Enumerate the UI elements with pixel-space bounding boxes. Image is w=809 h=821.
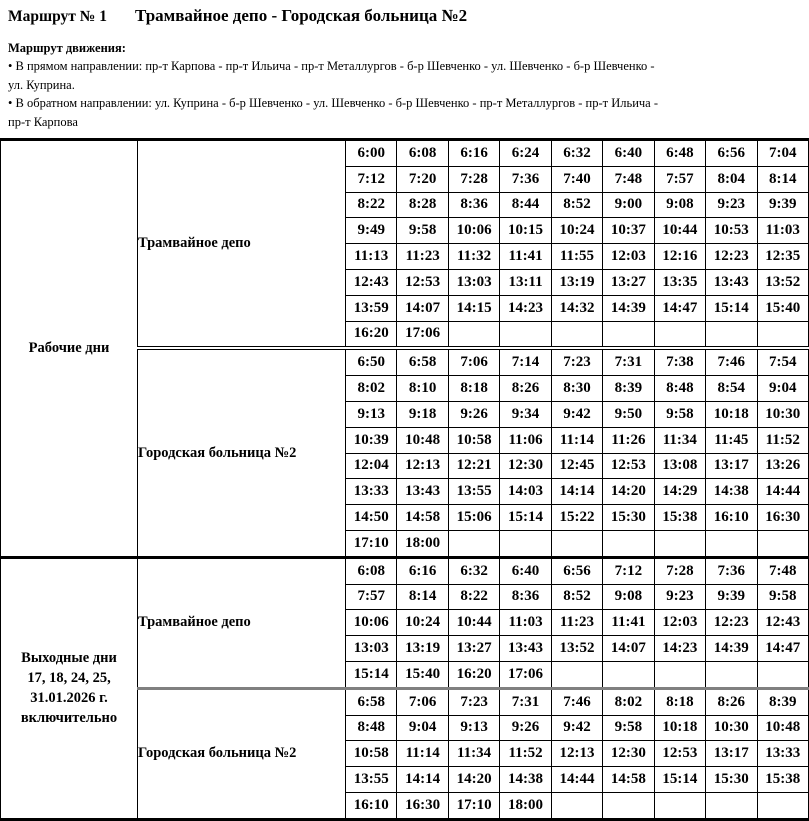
time-cell: 11:03 <box>500 610 551 636</box>
time-cell: 17:10 <box>346 530 397 557</box>
day-type-cell <box>1 557 138 819</box>
time-cell: 12:53 <box>397 269 448 295</box>
time-cell: 7:54 <box>757 348 809 375</box>
time-cell: 7:28 <box>654 557 705 584</box>
time-cell: 9:42 <box>551 715 602 741</box>
time-cell: 14:39 <box>706 636 757 662</box>
time-cell: 6:00 <box>346 140 397 167</box>
header <box>0 0 809 131</box>
time-cell: 16:20 <box>346 321 397 348</box>
time-cell: 6:56 <box>551 557 602 584</box>
time-cell: 8:30 <box>551 376 602 402</box>
time-cell: 6:32 <box>448 557 499 584</box>
time-cell: 8:18 <box>448 376 499 402</box>
time-cell: 12:43 <box>346 269 397 295</box>
time-cell: 10:24 <box>551 218 602 244</box>
time-cell: 7:04 <box>757 140 809 167</box>
time-cell: 8:10 <box>397 376 448 402</box>
schedule-table <box>0 138 809 821</box>
time-cell: 8:18 <box>654 688 705 715</box>
time-cell: 11:13 <box>346 244 397 270</box>
time-cell: 14:07 <box>603 636 654 662</box>
time-cell: 9:26 <box>500 715 551 741</box>
time-cell: 11:52 <box>757 427 809 453</box>
time-cell: 10:37 <box>603 218 654 244</box>
time-cell: 14:38 <box>500 767 551 793</box>
time-cell: 13:35 <box>654 269 705 295</box>
time-cell: 8:02 <box>346 376 397 402</box>
time-cell: 13:43 <box>397 479 448 505</box>
day-type-line: Рабочие дни <box>28 340 110 357</box>
time-cell: 12:30 <box>603 741 654 767</box>
day-type-line: 31.01.2026 г. <box>30 690 108 707</box>
time-cell-empty <box>757 792 809 819</box>
time-cell: 16:10 <box>346 792 397 819</box>
time-cell: 9:04 <box>757 376 809 402</box>
time-cell-empty <box>757 661 809 688</box>
time-cell: 18:00 <box>500 792 551 819</box>
time-cell: 14:50 <box>346 505 397 531</box>
time-cell-empty <box>706 530 757 557</box>
time-cell: 9:23 <box>706 192 757 218</box>
time-cell: 7:40 <box>551 166 602 192</box>
time-cell: 10:58 <box>346 741 397 767</box>
time-cell-empty <box>551 530 602 557</box>
time-cell: 16:30 <box>397 792 448 819</box>
time-cell-empty <box>706 792 757 819</box>
time-cell: 14:14 <box>397 767 448 793</box>
time-cell: 9:26 <box>448 401 499 427</box>
day-type-line: 17, 18, 24, 25, <box>27 670 111 687</box>
time-cell: 9:42 <box>551 401 602 427</box>
time-cell: 7:57 <box>346 584 397 610</box>
time-cell: 8:28 <box>397 192 448 218</box>
route-direction-backward: • В обратном направлении: ул. Куприна - б-р Шевченко - ул. Шевченко - б-р Шевченко - пр-т Металлургов - пр-т Ильича - пр-т Карпова <box>8 96 659 129</box>
time-cell: 6:50 <box>346 348 397 375</box>
day-type-line: Выходные дни <box>21 650 117 667</box>
time-cell: 8:54 <box>706 376 757 402</box>
time-cell: 7:31 <box>603 348 654 375</box>
time-cell-empty <box>757 530 809 557</box>
time-cell: 12:53 <box>603 453 654 479</box>
station-cell: Трамвайное депо <box>138 140 346 349</box>
time-cell: 6:32 <box>551 140 602 167</box>
time-cell: 7:23 <box>551 348 602 375</box>
time-cell: 6:24 <box>500 140 551 167</box>
station-cell: Городская больница №2 <box>138 348 346 557</box>
time-cell: 7:38 <box>654 348 705 375</box>
time-cell: 12:16 <box>654 244 705 270</box>
schedule-row <box>1 557 809 584</box>
time-cell: 8:39 <box>757 688 809 715</box>
time-cell: 8:22 <box>448 584 499 610</box>
time-cell: 13:43 <box>500 636 551 662</box>
time-cell: 15:30 <box>603 505 654 531</box>
time-cell: 9:23 <box>654 584 705 610</box>
time-cell: 10:48 <box>397 427 448 453</box>
time-cell-empty <box>706 321 757 348</box>
time-cell: 11:41 <box>500 244 551 270</box>
time-cell: 9:50 <box>603 401 654 427</box>
time-cell: 9:00 <box>603 192 654 218</box>
time-cell-empty <box>603 661 654 688</box>
time-cell: 13:55 <box>346 767 397 793</box>
time-cell: 13:19 <box>551 269 602 295</box>
time-cell: 15:38 <box>757 767 809 793</box>
time-cell: 10:44 <box>448 610 499 636</box>
time-cell: 14:20 <box>603 479 654 505</box>
time-cell: 15:14 <box>346 661 397 688</box>
time-cell: 15:38 <box>654 505 705 531</box>
time-cell: 11:32 <box>448 244 499 270</box>
time-cell: 13:11 <box>500 269 551 295</box>
time-cell: 8:44 <box>500 192 551 218</box>
time-cell: 17:06 <box>397 321 448 348</box>
time-cell: 12:21 <box>448 453 499 479</box>
time-cell: 7:31 <box>500 688 551 715</box>
time-cell-empty <box>448 321 499 348</box>
time-cell: 6:08 <box>397 140 448 167</box>
time-cell: 17:10 <box>448 792 499 819</box>
time-cell: 7:06 <box>448 348 499 375</box>
time-cell: 14:14 <box>551 479 602 505</box>
time-cell: 15:22 <box>551 505 602 531</box>
time-cell: 7:36 <box>500 166 551 192</box>
time-cell: 13:17 <box>706 741 757 767</box>
time-cell: 13:33 <box>346 479 397 505</box>
schedule-body <box>1 140 809 820</box>
time-cell: 10:18 <box>706 401 757 427</box>
time-cell: 6:16 <box>448 140 499 167</box>
time-cell: 11:41 <box>603 610 654 636</box>
time-cell: 8:48 <box>346 715 397 741</box>
time-cell: 12:43 <box>757 610 809 636</box>
time-cell: 11:34 <box>448 741 499 767</box>
time-cell: 11:23 <box>397 244 448 270</box>
time-cell: 13:19 <box>397 636 448 662</box>
time-cell: 14:44 <box>551 767 602 793</box>
time-cell: 12:45 <box>551 453 602 479</box>
time-cell: 14:15 <box>448 295 499 321</box>
time-cell: 14:03 <box>500 479 551 505</box>
time-cell: 13:59 <box>346 295 397 321</box>
time-cell: 14:32 <box>551 295 602 321</box>
time-cell: 12:03 <box>603 244 654 270</box>
time-cell: 14:47 <box>757 636 809 662</box>
time-cell: 13:27 <box>603 269 654 295</box>
time-cell: 12:23 <box>706 610 757 636</box>
time-cell-empty <box>551 661 602 688</box>
time-cell-empty <box>603 321 654 348</box>
time-cell: 7:06 <box>397 688 448 715</box>
time-cell: 14:29 <box>654 479 705 505</box>
time-cell: 10:58 <box>448 427 499 453</box>
time-cell: 9:08 <box>603 584 654 610</box>
time-cell-empty <box>654 530 705 557</box>
time-cell: 9:04 <box>397 715 448 741</box>
time-cell: 14:20 <box>448 767 499 793</box>
time-cell-empty <box>654 792 705 819</box>
day-type-line: включительно <box>20 710 118 727</box>
time-cell: 12:13 <box>397 453 448 479</box>
time-cell-empty <box>500 530 551 557</box>
time-cell-empty <box>603 530 654 557</box>
time-cell: 10:39 <box>346 427 397 453</box>
route-title: Трамвайное депо - Городская больница №2 <box>135 6 468 25</box>
time-cell: 7:48 <box>757 557 809 584</box>
time-cell: 9:58 <box>757 584 809 610</box>
time-cell: 11:23 <box>551 610 602 636</box>
time-cell: 9:58 <box>654 401 705 427</box>
time-cell: 15:40 <box>397 661 448 688</box>
time-cell: 8:52 <box>551 584 602 610</box>
time-cell: 7:46 <box>551 688 602 715</box>
time-cell: 10:06 <box>448 218 499 244</box>
time-cell: 9:39 <box>757 192 809 218</box>
time-cell-empty <box>551 792 602 819</box>
time-cell-empty <box>448 530 499 557</box>
time-cell: 7:28 <box>448 166 499 192</box>
time-cell: 9:58 <box>603 715 654 741</box>
time-cell: 10:30 <box>706 715 757 741</box>
time-cell: 13:43 <box>706 269 757 295</box>
time-cell: 8:36 <box>448 192 499 218</box>
time-cell: 6:40 <box>500 557 551 584</box>
schedule-row <box>1 140 809 167</box>
time-cell: 6:58 <box>346 688 397 715</box>
time-cell: 14:58 <box>603 767 654 793</box>
time-cell: 14:07 <box>397 295 448 321</box>
time-cell: 12:23 <box>706 244 757 270</box>
time-cell-empty <box>654 661 705 688</box>
time-cell: 16:10 <box>706 505 757 531</box>
time-cell: 10:24 <box>397 610 448 636</box>
time-cell-empty <box>603 792 654 819</box>
time-cell: 13:03 <box>346 636 397 662</box>
station-cell: Городская больница №2 <box>138 688 346 819</box>
time-cell-empty <box>654 321 705 348</box>
time-cell: 9:58 <box>397 218 448 244</box>
time-cell: 9:13 <box>346 401 397 427</box>
time-cell: 7:48 <box>603 166 654 192</box>
time-cell: 6:48 <box>654 140 705 167</box>
time-cell: 6:08 <box>346 557 397 584</box>
time-cell: 10:30 <box>757 401 809 427</box>
time-cell: 8:26 <box>706 688 757 715</box>
time-cell: 12:30 <box>500 453 551 479</box>
time-cell: 17:06 <box>500 661 551 688</box>
time-cell: 13:55 <box>448 479 499 505</box>
time-cell: 9:49 <box>346 218 397 244</box>
time-cell: 13:52 <box>757 269 809 295</box>
time-cell: 10:44 <box>654 218 705 244</box>
time-cell: 9:34 <box>500 401 551 427</box>
time-cell: 7:14 <box>500 348 551 375</box>
time-cell: 14:47 <box>654 295 705 321</box>
time-cell: 16:30 <box>757 505 809 531</box>
time-cell: 7:36 <box>706 557 757 584</box>
time-cell: 7:12 <box>346 166 397 192</box>
time-cell: 8:48 <box>654 376 705 402</box>
time-cell: 13:08 <box>654 453 705 479</box>
time-cell: 13:52 <box>551 636 602 662</box>
time-cell: 11:34 <box>654 427 705 453</box>
time-cell: 6:40 <box>603 140 654 167</box>
time-cell: 10:06 <box>346 610 397 636</box>
route-number: Маршрут № 1 <box>8 8 107 25</box>
time-cell: 10:18 <box>654 715 705 741</box>
time-cell: 11:52 <box>500 741 551 767</box>
time-cell: 8:02 <box>603 688 654 715</box>
time-cell: 14:38 <box>706 479 757 505</box>
time-cell: 11:45 <box>706 427 757 453</box>
time-cell: 10:15 <box>500 218 551 244</box>
time-cell: 6:16 <box>397 557 448 584</box>
time-cell-empty <box>551 321 602 348</box>
time-cell: 8:22 <box>346 192 397 218</box>
time-cell: 10:53 <box>706 218 757 244</box>
time-cell: 9:18 <box>397 401 448 427</box>
time-cell: 9:13 <box>448 715 499 741</box>
time-cell: 8:26 <box>500 376 551 402</box>
time-cell: 7:23 <box>448 688 499 715</box>
time-cell: 14:58 <box>397 505 448 531</box>
time-cell: 15:14 <box>500 505 551 531</box>
time-cell: 14:23 <box>500 295 551 321</box>
time-cell: 9:08 <box>654 192 705 218</box>
time-cell: 14:44 <box>757 479 809 505</box>
time-cell: 11:03 <box>757 218 809 244</box>
time-cell: 8:36 <box>500 584 551 610</box>
time-cell: 11:26 <box>603 427 654 453</box>
time-cell: 8:14 <box>757 166 809 192</box>
time-cell: 8:39 <box>603 376 654 402</box>
time-cell: 7:46 <box>706 348 757 375</box>
time-cell: 15:40 <box>757 295 809 321</box>
time-cell: 6:56 <box>706 140 757 167</box>
time-cell: 11:14 <box>397 741 448 767</box>
time-cell: 8:04 <box>706 166 757 192</box>
time-cell: 14:23 <box>654 636 705 662</box>
time-cell-empty <box>757 321 809 348</box>
time-cell: 7:57 <box>654 166 705 192</box>
time-cell: 7:12 <box>603 557 654 584</box>
time-cell: 12:03 <box>654 610 705 636</box>
time-cell: 15:06 <box>448 505 499 531</box>
time-cell: 13:03 <box>448 269 499 295</box>
time-cell: 12:13 <box>551 741 602 767</box>
time-cell: 12:35 <box>757 244 809 270</box>
time-cell: 8:52 <box>551 192 602 218</box>
time-cell: 8:14 <box>397 584 448 610</box>
time-cell: 16:20 <box>448 661 499 688</box>
time-cell: 12:04 <box>346 453 397 479</box>
title-row <box>8 6 801 26</box>
time-cell: 15:14 <box>706 295 757 321</box>
time-cell-empty <box>500 321 551 348</box>
time-cell-empty <box>706 661 757 688</box>
time-cell: 13:33 <box>757 741 809 767</box>
time-cell: 13:17 <box>706 453 757 479</box>
time-cell: 11:14 <box>551 427 602 453</box>
time-cell: 10:48 <box>757 715 809 741</box>
time-cell: 15:30 <box>706 767 757 793</box>
route-info-title: Маршрут движения: <box>8 41 126 55</box>
time-cell: 12:53 <box>654 741 705 767</box>
time-cell: 14:39 <box>603 295 654 321</box>
time-cell: 18:00 <box>397 530 448 557</box>
time-cell: 9:39 <box>706 584 757 610</box>
time-cell: 6:58 <box>397 348 448 375</box>
route-direction-forward: • В прямом направлении: пр-т Карпова - пр-т Ильича - пр-т Металлургов - б-р Шевченко - ул. Шевченко - б-р Шевченко - ул. Куприна. <box>8 59 655 92</box>
time-cell: 15:14 <box>654 767 705 793</box>
time-cell: 11:06 <box>500 427 551 453</box>
time-cell: 7:20 <box>397 166 448 192</box>
time-cell: 11:55 <box>551 244 602 270</box>
day-type-cell <box>1 140 138 558</box>
time-cell: 13:27 <box>448 636 499 662</box>
station-cell: Трамвайное депо <box>138 557 346 688</box>
time-cell: 13:26 <box>757 453 809 479</box>
